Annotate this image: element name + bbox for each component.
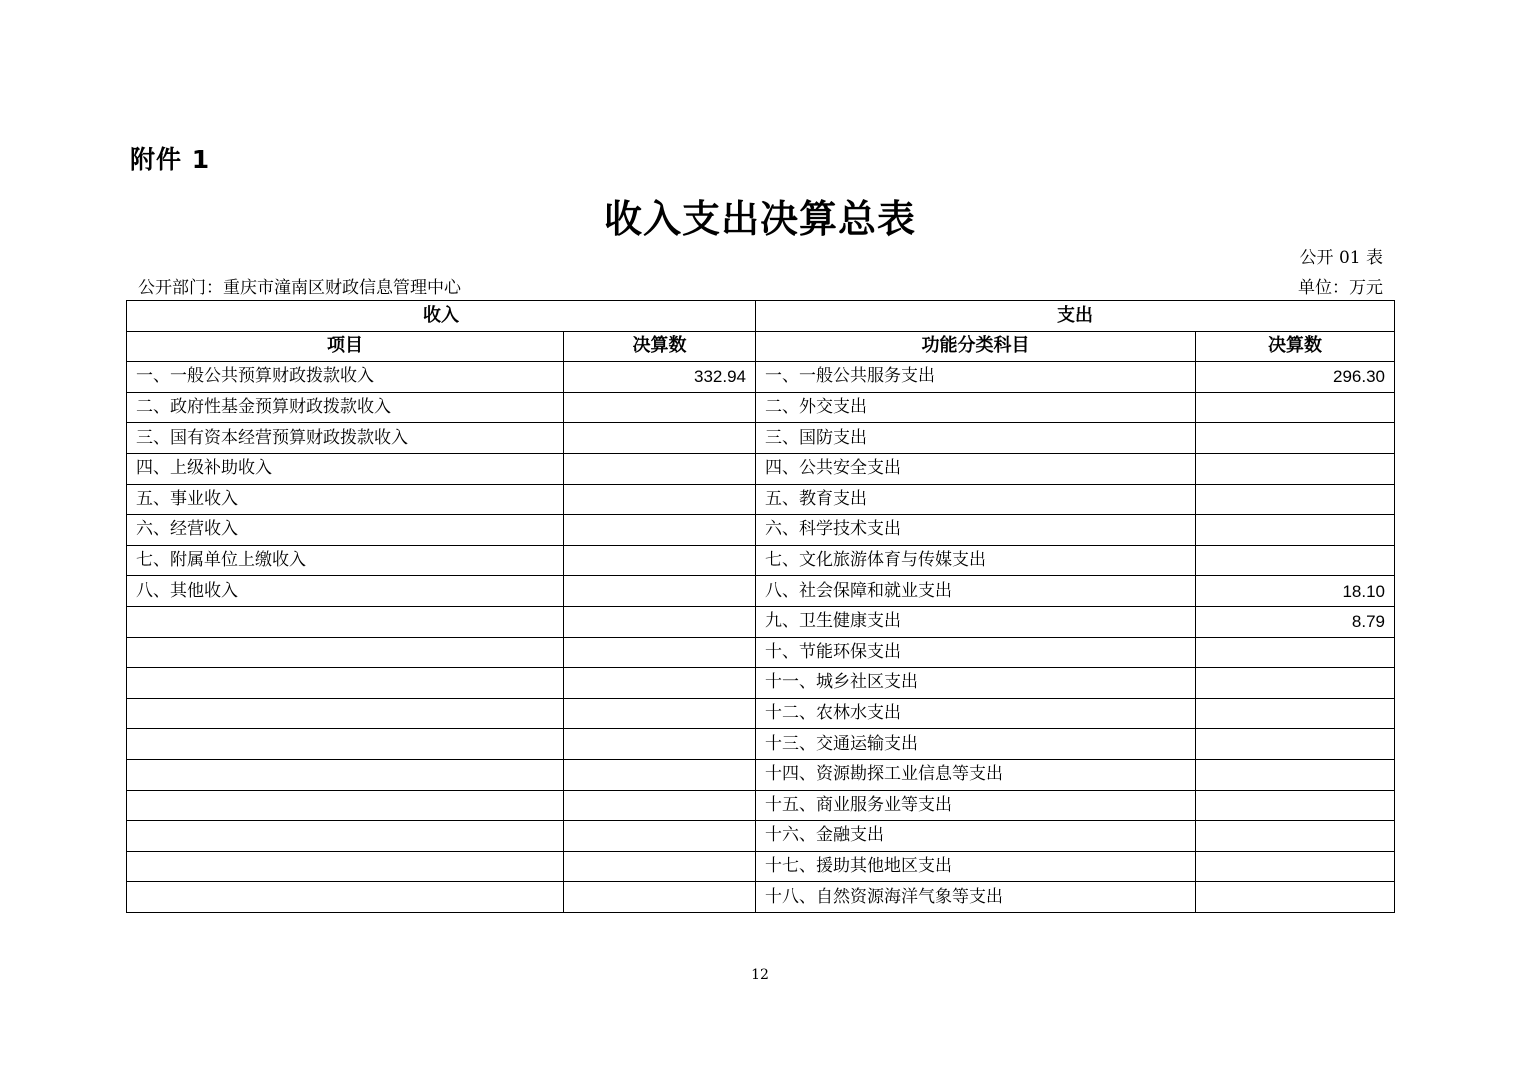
income-amount-cell bbox=[564, 545, 756, 576]
expense-amount-cell bbox=[1196, 545, 1395, 576]
income-item-cell: 六、经营收入 bbox=[127, 515, 564, 546]
expense-amount-cell bbox=[1196, 759, 1395, 790]
table-row bbox=[127, 515, 1395, 546]
department-label: 公开部门：重庆市潼南区财政信息管理中心 bbox=[138, 278, 461, 298]
expense-item-cell: 三、国防支出 bbox=[756, 423, 1196, 454]
expense-section-header: 支出 bbox=[756, 301, 1395, 332]
income-item-cell bbox=[127, 759, 564, 790]
expense-amount-cell: 296.30 bbox=[1196, 362, 1395, 393]
expense-item-cell: 二、外交支出 bbox=[756, 392, 1196, 423]
income-item-cell: 二、政府性基金预算财政拨款收入 bbox=[127, 392, 564, 423]
income-amount-cell bbox=[564, 729, 756, 760]
expense-item-cell: 十六、金融支出 bbox=[756, 821, 1196, 852]
page-number: 12 bbox=[751, 967, 769, 983]
income-amount-cell bbox=[564, 759, 756, 790]
table-row bbox=[127, 423, 1395, 454]
table-row bbox=[127, 668, 1395, 699]
table-section-header-row bbox=[127, 301, 1395, 332]
income-item-cell bbox=[127, 637, 564, 668]
income-amount-cell bbox=[564, 790, 756, 821]
income-amount-cell bbox=[564, 698, 756, 729]
income-expense-table bbox=[126, 300, 1395, 913]
expense-amount-cell bbox=[1196, 484, 1395, 515]
income-amount-cell bbox=[564, 821, 756, 852]
expense-amount-cell: 8.79 bbox=[1196, 606, 1395, 637]
table-row bbox=[127, 790, 1395, 821]
expense-item-cell: 十七、援助其他地区支出 bbox=[756, 851, 1196, 882]
table-row bbox=[127, 698, 1395, 729]
income-amount-cell bbox=[564, 668, 756, 699]
expense-amount-cell bbox=[1196, 851, 1395, 882]
expense-item-cell: 六、科学技术支出 bbox=[756, 515, 1196, 546]
income-amount-cell bbox=[564, 515, 756, 546]
expense-item-cell: 五、教育支出 bbox=[756, 484, 1196, 515]
table-row bbox=[127, 362, 1395, 393]
table-row bbox=[127, 392, 1395, 423]
income-amount-cell bbox=[564, 423, 756, 454]
income-item-cell bbox=[127, 851, 564, 882]
income-amount-cell bbox=[564, 576, 756, 607]
expense-amount-cell bbox=[1196, 790, 1395, 821]
table-row bbox=[127, 729, 1395, 760]
expense-amount-cell bbox=[1196, 423, 1395, 454]
unit-label: 单位：万元 bbox=[1298, 278, 1383, 298]
income-amount-cell bbox=[564, 392, 756, 423]
table-row bbox=[127, 453, 1395, 484]
table-row bbox=[127, 545, 1395, 576]
income-item-cell bbox=[127, 606, 564, 637]
income-item-cell: 八、其他收入 bbox=[127, 576, 564, 607]
income-item-cell: 四、上级补助收入 bbox=[127, 453, 564, 484]
income-amount-cell bbox=[564, 606, 756, 637]
expense-item-cell: 九、卫生健康支出 bbox=[756, 606, 1196, 637]
income-section-header: 收入 bbox=[127, 301, 756, 332]
table-row bbox=[127, 821, 1395, 852]
income-item-cell bbox=[127, 668, 564, 699]
expense-item-cell: 十二、农林水支出 bbox=[756, 698, 1196, 729]
table-column-header-row bbox=[127, 331, 1395, 362]
attachment-label: 附件 1 bbox=[130, 145, 211, 174]
expense-amount-cell bbox=[1196, 668, 1395, 699]
expense-item-cell: 十、节能环保支出 bbox=[756, 637, 1196, 668]
expense-item-cell: 十五、商业服务业等支出 bbox=[756, 790, 1196, 821]
expense-item-cell: 八、社会保障和就业支出 bbox=[756, 576, 1196, 607]
expense-item-column-header: 功能分类科目 bbox=[756, 331, 1196, 362]
form-number: 公开 01 表 bbox=[1299, 248, 1383, 268]
income-amount-cell bbox=[564, 637, 756, 668]
income-item-cell bbox=[127, 882, 564, 913]
expense-amount-cell bbox=[1196, 515, 1395, 546]
income-item-column-header: 项目 bbox=[127, 331, 564, 362]
table-row bbox=[127, 759, 1395, 790]
income-amount-cell: 332.94 bbox=[564, 362, 756, 393]
expense-item-cell: 十三、交通运输支出 bbox=[756, 729, 1196, 760]
expense-amount-cell bbox=[1196, 698, 1395, 729]
expense-amount-cell bbox=[1196, 882, 1395, 913]
expense-item-cell: 十八、自然资源海洋气象等支出 bbox=[756, 882, 1196, 913]
expense-amount-cell bbox=[1196, 453, 1395, 484]
table-row bbox=[127, 851, 1395, 882]
expense-item-cell: 四、公共安全支出 bbox=[756, 453, 1196, 484]
page-title: 收入支出决算总表 bbox=[603, 196, 916, 241]
income-item-cell: 三、国有资本经营预算财政拨款收入 bbox=[127, 423, 564, 454]
expense-amount-cell bbox=[1196, 392, 1395, 423]
income-amount-cell bbox=[564, 851, 756, 882]
income-item-cell bbox=[127, 729, 564, 760]
expense-item-cell: 十一、城乡社区支出 bbox=[756, 668, 1196, 699]
table-row bbox=[127, 637, 1395, 668]
income-item-cell: 七、附属单位上缴收入 bbox=[127, 545, 564, 576]
expense-item-cell: 一、一般公共服务支出 bbox=[756, 362, 1196, 393]
table-row bbox=[127, 576, 1395, 607]
income-item-cell bbox=[127, 790, 564, 821]
income-item-cell: 五、事业收入 bbox=[127, 484, 564, 515]
income-item-cell bbox=[127, 821, 564, 852]
table-row bbox=[127, 882, 1395, 913]
income-amount-cell bbox=[564, 882, 756, 913]
expense-amount-column-header: 决算数 bbox=[1196, 331, 1395, 362]
income-amount-cell bbox=[564, 453, 756, 484]
income-amount-cell bbox=[564, 484, 756, 515]
income-amount-column-header: 决算数 bbox=[564, 331, 756, 362]
expense-amount-cell: 18.10 bbox=[1196, 576, 1395, 607]
expense-item-cell: 十四、资源勘探工业信息等支出 bbox=[756, 759, 1196, 790]
expense-amount-cell bbox=[1196, 637, 1395, 668]
expense-amount-cell bbox=[1196, 821, 1395, 852]
expense-item-cell: 七、文化旅游体育与传媒支出 bbox=[756, 545, 1196, 576]
table-row bbox=[127, 484, 1395, 515]
income-item-cell: 一、一般公共预算财政拨款收入 bbox=[127, 362, 564, 393]
expense-amount-cell bbox=[1196, 729, 1395, 760]
table-row bbox=[127, 606, 1395, 637]
table-body bbox=[127, 362, 1395, 913]
income-item-cell bbox=[127, 698, 564, 729]
